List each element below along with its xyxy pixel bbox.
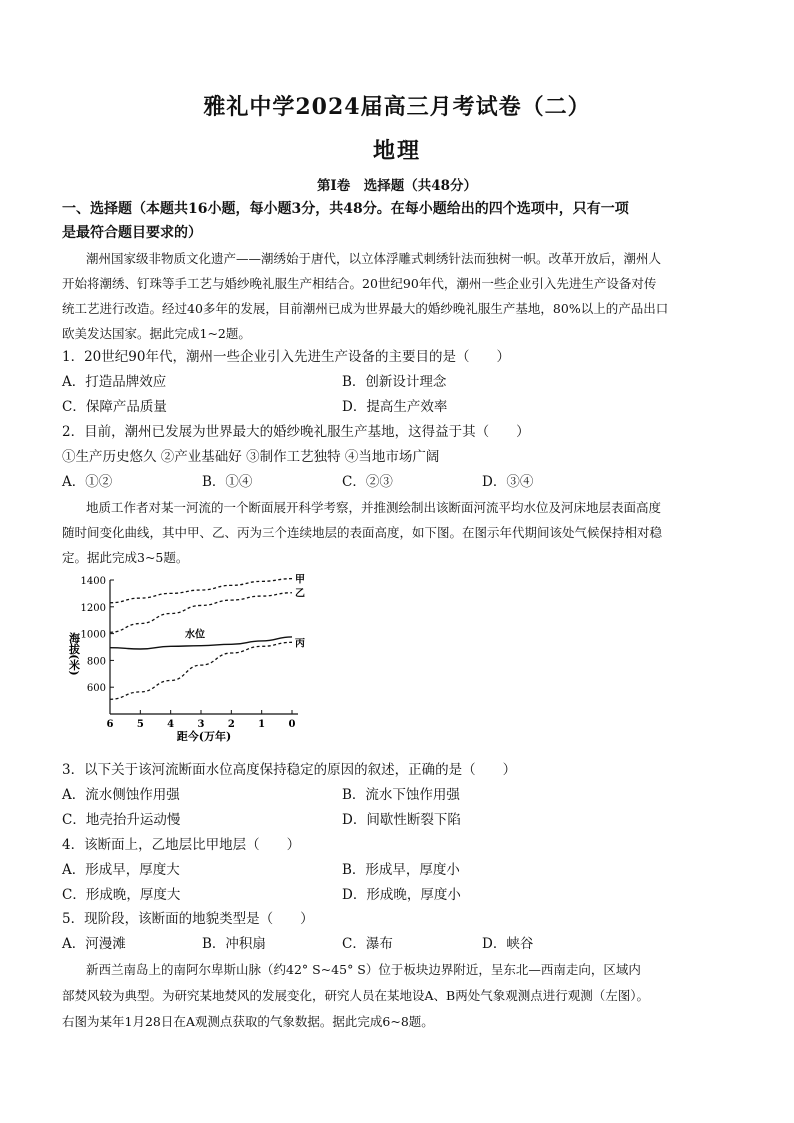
- y-tick-label: 1200: [80, 602, 106, 614]
- question-4-option-c: C．形成晚，厚度大: [62, 887, 181, 903]
- subject-title: 地理: [372, 138, 421, 164]
- x-axis-label: 距今(万年): [176, 730, 232, 743]
- passage2-line: 地质工作者对某一河流的一个断面展开科学考察，并推测绘制出该断面河流平均水位及河床地层表面高度: [86, 500, 662, 515]
- question-1-option-b: B．创新设计理念: [342, 374, 447, 390]
- section-title: 第Ⅰ卷 选择题（共48分）: [316, 178, 478, 194]
- series-line-丙: [110, 642, 292, 699]
- question-5-option-c: C．瀑布: [342, 936, 393, 952]
- instructions-line-2: 是最符合题目要求的）: [62, 225, 202, 241]
- x-tick-label: 1: [258, 719, 266, 730]
- question-3-option-d: D．间歇性断裂下陷: [342, 812, 461, 828]
- passage2-line: 定。据此完成3~5题。: [62, 550, 189, 565]
- question-2-option-c: C．②③: [342, 474, 393, 490]
- series-label-甲: 甲: [295, 574, 305, 586]
- passage3-line: 右图为某年1月28日在A观测点获取的气象数据。据此完成6~8题。: [62, 1014, 434, 1029]
- question-3-stem: 3．以下关于该河流断面水位高度保持稳定的原因的叙述，正确的是（ ）: [62, 762, 517, 778]
- series-label-水位: 水位: [185, 629, 205, 641]
- passage1-line: 欧美发达国家。据此完成1~2题。: [62, 326, 251, 341]
- question-2-stem: 2．目前，潮州已发展为世界最大的婚纱晚礼服生产基地，这得益于其（ ）: [62, 424, 530, 440]
- question-3-option-c: C．地壳抬升运动慢: [62, 812, 181, 828]
- question-2-option-d: D．③④: [482, 474, 534, 490]
- question-2-option-b: B．①④: [202, 474, 253, 490]
- passage3-line: 部焚风较为典型。为研究某地焚风的发展变化，研究人员在某地设A、B两处气象观测点进行观测（左图）。: [62, 988, 649, 1003]
- question-4-stem: 4．该断面上，乙地层比甲地层（ ）: [62, 837, 301, 853]
- passage1-line: 统工艺进行改造。经过40多年的发展，目前潮州已成为世界最大的婚纱晚礼服生产基地，80%以上的产品出口: [62, 301, 669, 316]
- question-3-option-a: A．流水侧蚀作用强: [62, 787, 180, 803]
- question-5-option-d: D．峡谷: [482, 936, 534, 952]
- question-3-option-b: B．流水下蚀作用强: [342, 787, 460, 803]
- passage1-line: 潮州国家级非物质文化遗产——潮绣始于唐代，以立体浮雕式刺绣针法而独树一帜。改革开放后，潮州人: [86, 251, 662, 266]
- exam-title: 雅礼中学2024届高三月考试卷（二）: [203, 94, 591, 120]
- x-tick-label: 0: [288, 719, 296, 730]
- x-tick-label: 5: [136, 719, 144, 730]
- y-tick-label: 600: [86, 683, 106, 695]
- question-4-option-a: A．形成早，厚度大: [62, 862, 180, 878]
- question-2-items: ①生产历史悠久 ②产业基础好 ③制作工艺独特 ④当地市场广阔: [62, 449, 440, 465]
- series-line-甲: [110, 579, 292, 603]
- y-tick-label: 800: [86, 656, 106, 668]
- passage2-line: 随时间变化曲线，其中甲、乙、丙为三个连续地层的表面高度，如下图。在图示年代期间该处气候保持相对稳: [62, 525, 663, 540]
- question-4-option-d: D．形成晚，厚度小: [342, 887, 461, 903]
- question-5-stem: 5．现阶段，该断面的地貌类型是（ ）: [62, 911, 314, 927]
- x-tick-label: 6: [106, 719, 114, 730]
- passage1-line: 开始将潮绣、钉珠等手工艺与婚纱晚礼服生产相结合。20世纪90年代，潮州一些企业引入先进生产设备对传: [62, 276, 657, 291]
- question-2-option-a: A．①②: [62, 474, 113, 490]
- x-tick-label: 2: [227, 719, 235, 730]
- passage3-line: 新西兰南岛上的南阿尔卑斯山脉（约42° S~45° S）位于板块边界附近，呈东北—西南走向，区域内: [86, 962, 641, 977]
- x-tick-label: 4: [167, 719, 175, 730]
- question-1-option-d: D．提高生产效率: [342, 399, 448, 415]
- y-tick-label: 1000: [80, 629, 106, 641]
- question-1-stem: 1．20世纪90年代，潮州一些企业引入先进生产设备的主要目的是（ ）: [62, 349, 510, 365]
- instructions-line-1: 一、选择题（本题共16小题，每小题3分，共48分。在每小题给出的四个选项中，只有一项: [62, 201, 629, 217]
- question-1-option-a: A．打造品牌效应: [62, 374, 167, 390]
- y-axis-label: 海拔(米): [67, 632, 81, 676]
- series-label-乙: 乙: [295, 588, 305, 600]
- y-tick-label: 1400: [80, 576, 106, 587]
- question-4-option-b: B．形成早，厚度小: [342, 862, 460, 878]
- question-5-option-a: A．河漫滩: [62, 936, 126, 952]
- elevation-chart: [62, 572, 330, 752]
- series-label-丙: 丙: [295, 638, 305, 650]
- x-tick-label: 3: [197, 719, 205, 730]
- question-5-option-b: B．冲积扇: [202, 936, 266, 952]
- question-1-option-c: C．保障产品质量: [62, 399, 167, 415]
